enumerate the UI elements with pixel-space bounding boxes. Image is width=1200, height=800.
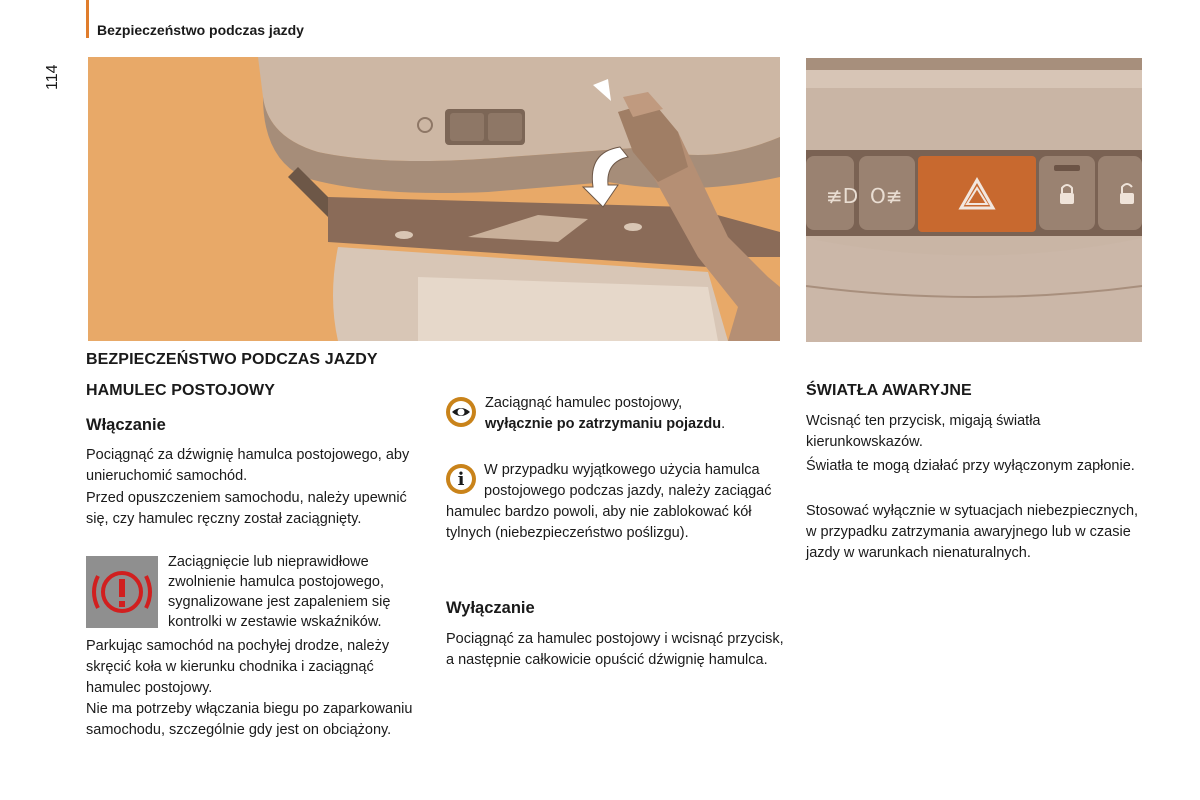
hazard-paragraph-1: Wcisnąć ten przycisk, migają światła kierunkowskazów. <box>806 413 1041 450</box>
parking-brake-warning-icon <box>86 556 158 628</box>
engage-paragraph-2: Przed opuszczeniem samochodu, należy upewnić się, czy hamulec ręczny został zaciągnięty. <box>86 490 407 527</box>
parking-brake-illustration <box>88 57 780 341</box>
main-heading: BEZPIECZEŃSTWO PODCZAS JAZDY <box>86 351 378 368</box>
hazard-paragraph-3: Stosować wyłącznie w sytuacjach niebezpiecznych, w przypadku zatrzymania awaryjnego lub w czasie jazdy w warunkach nienaturalnych. <box>806 503 1139 561</box>
info-note-block <box>446 460 776 544</box>
gear-paragraph: Nie ma potrzeby włączania biegu po zaparkowaniu samochodu, szczególnie gdy jest on obciążony. <box>86 701 413 738</box>
slope-paragraph: Parkując samochód na pochyłej drodze, należy skręcić koła w kierunku chodnika i zaciągnąć hamulec postojowy. <box>86 638 390 696</box>
eye-note-text: Zaciągnąć hamulec postojowy, <box>485 395 683 411</box>
hazard-switch-illustration <box>806 58 1142 342</box>
engage-heading: Włączanie <box>86 416 166 434</box>
svg-text:≢D: ≢D <box>826 184 859 208</box>
hazard-heading: ŚWIATŁA AWARYJNE <box>806 382 972 399</box>
warning-text: Zaciągnięcie lub nieprawidłowe zwolnienie hamulca postojowego, sygnalizowane jest zapaleniem się kontrolki w zestawie wskaźników. <box>168 554 391 630</box>
info-note: W przypadku wyjątkowego użycia hamulca postojowego podczas jazdy, należy zaciągać hamulec bardzo powoli, aby nie zablokować kół tylnych (niebezpieczeństwo poślizgu). <box>446 462 772 541</box>
engage-paragraph-1: Pociągnąć za dźwignię hamulca postojowego, aby unieruchomić samochód. <box>86 447 410 484</box>
info-icon: i <box>446 464 476 494</box>
page-number: 114 <box>44 64 61 90</box>
eye-note <box>485 393 785 435</box>
header-accent-bar <box>86 0 89 38</box>
hazard-paragraph-2: Światła te mogą działać przy wyłączonym zapłonie. <box>806 458 1135 474</box>
eye-note-end: . <box>721 416 726 432</box>
svg-text:O≢: O≢ <box>870 184 903 208</box>
parking-brake-heading: HAMULEC POSTOJOWY <box>86 382 275 399</box>
release-paragraph: Pociągnąć za hamulec postojowy i wcisnąć przycisk, a następnie całkowicie opuścić dźwignię hamulca. <box>446 631 784 668</box>
section-title: Bezpieczeństwo podczas jazdy <box>97 22 304 38</box>
eye-note-bold: wyłącznie po zatrzymaniu pojazdu <box>485 416 722 432</box>
release-heading: Wyłączanie <box>446 599 535 617</box>
eye-icon <box>446 397 476 427</box>
